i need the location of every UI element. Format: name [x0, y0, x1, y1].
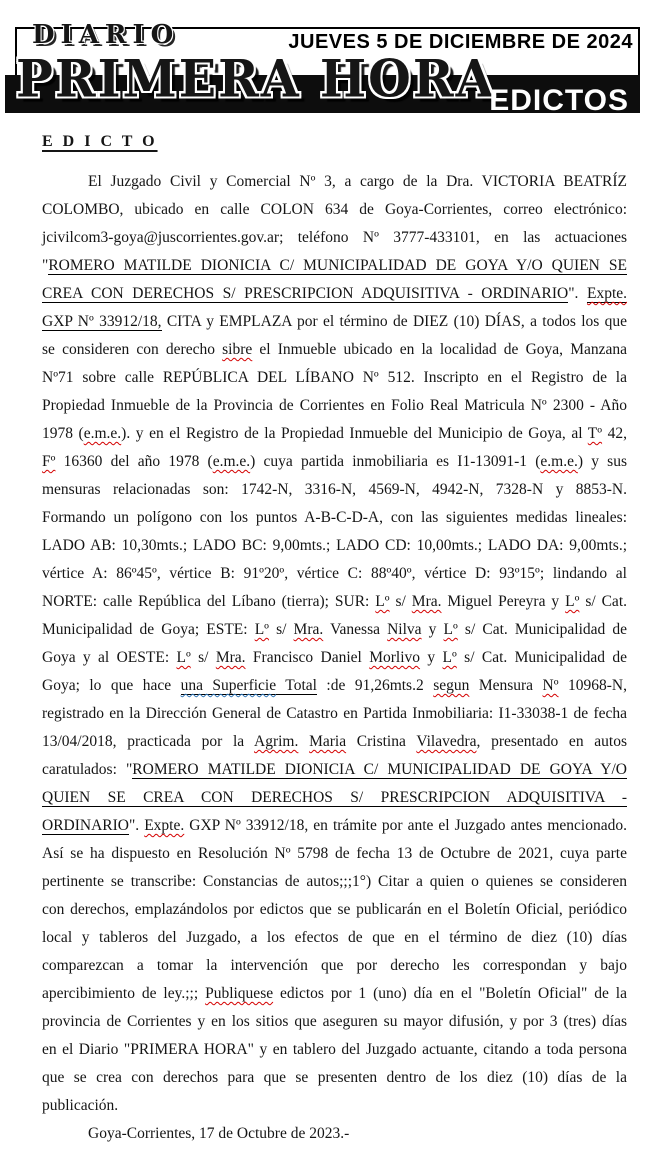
text-segment: ). y en el Registro de la Propiedad Inmueble del Municipio de Goya, al [121, 425, 588, 442]
text-segment [298, 733, 309, 750]
text-segment: Maria [309, 733, 347, 750]
text-segment: s/ [389, 593, 412, 610]
text-segment: Tº [587, 425, 603, 442]
text-segment: el Inmueble ubicado en la localidad de Goya, Manzana Nº71 sobre calle REPÚBLICA DEL LÍBANO Nº 512. Inscripto en el Registro de la Propiedad Inmueble de la Provincia de Corrientes en Folio Real Matricula Nº 2300 - Año 1978 ( [42, 341, 627, 442]
text-segment: Vanessa [323, 621, 388, 638]
text-segment: ROMERO MATILDE DIONICIA C/ MUNICIPALIDAD DE GOYA Y/O QUIEN SE CREA CON DERECHOS S/ PRESCRIPCION ADQUISITIVA - ORDINARIO [42, 761, 627, 834]
text-segment: Agrim. [254, 733, 299, 750]
text-segment: s/ Cat. Municipalidad de Goya y al OESTE: [42, 621, 627, 666]
text-segment: Expte. [144, 817, 185, 834]
text-segment: e.m.e. [212, 453, 251, 470]
text-segment: s/ [190, 649, 216, 666]
edict-heading: E D I C T O [42, 133, 158, 150]
edict-body [42, 168, 627, 1120]
text-segment: El Juzgado Civil y Comercial Nº 3, a cargo de la Dra. VICTORIA BEATRÍZ COLOMBO, ubicado en calle COLON 634 de Goya-Corrientes, correo electrónico: jcivilcom3-goya@juscorrientes.gov.ar; teléfono Nº 3777-433101, en las actuaciones " [42, 173, 627, 274]
text-segment: 42, [602, 425, 627, 442]
text-segment: Mensura [469, 677, 543, 694]
edict-closing-dateline: Goya-Corrientes, 17 de Octubre de 2023.- [88, 1125, 350, 1142]
text-segment: Lº [442, 649, 457, 666]
text-segment: ". [568, 285, 587, 302]
text-segment: s/ [268, 621, 294, 638]
text-segment: Lº [176, 649, 191, 666]
masthead-date: JUEVES 5 DE DICIEMBRE DE 2024 [288, 31, 633, 53]
text-segment: Cristina [346, 733, 417, 750]
newspaper-brand-primera-hora: PRIMERA HORA [16, 48, 496, 109]
text-segment: Fº [42, 453, 56, 470]
text-segment: CITA y EMPLAZA por el término de DIEZ (10) DÍAS, a todos los que se consideren con derecho [42, 313, 627, 358]
text-segment: segun [433, 677, 470, 694]
text-segment: Total [276, 677, 317, 694]
text-segment: :de 91,26mts.2 [316, 677, 434, 694]
text-segment: Vilavedra [416, 733, 477, 750]
text-segment: ". [128, 817, 145, 834]
text-segment: y [421, 621, 444, 638]
text-segment: Mra. [293, 621, 324, 638]
text-segment: Miguel Pereyra y [441, 593, 566, 610]
text-segment: Lº [254, 621, 269, 638]
text-segment: Morlivo [369, 649, 421, 666]
section-label-edictos: EDICTOS [489, 84, 629, 113]
text-segment: , presentado en autos caratulados: " [42, 733, 627, 778]
text-segment: Lº [443, 621, 458, 638]
edict-document [42, 133, 627, 1148]
text-segment: 10968-N, registrado en la Dirección General de Catastro en Partida Inmobiliaria: I1-33038-1 de fecha 13/04/2018, practicada por la [42, 677, 627, 750]
text-segment: s/ Cat. Municipalidad de Goya; lo que hace [42, 649, 628, 694]
text-segment: Nº [542, 677, 559, 694]
text-segment: Mra. [215, 649, 246, 666]
text-segment: Expte. [586, 285, 628, 302]
text-segment: ) cuya partida inmobiliaria es I1-13091-1 ( [250, 453, 541, 470]
text-segment: Francisco Daniel [245, 649, 370, 666]
text-segment: Nilva [387, 621, 422, 638]
text-segment: ROMERO MATILDE DIONICIA C/ MUNICIPALIDAD DE GOYA Y/O QUIEN SE CREA CON DERECHOS S/ PRESCRIPCION ADQUISITIVA - ORDINARIO [42, 257, 627, 302]
text-segment: Lº [375, 593, 390, 610]
text-segment: s/ Cat. Municipalidad de Goya; ESTE: [42, 593, 627, 638]
text-segment: e.m.e. [540, 453, 578, 470]
text-segment: sibre [222, 341, 253, 358]
text-segment: GXP Nº 33912/18, [42, 313, 162, 330]
text-segment: Lº [565, 593, 580, 610]
newspaper-brand-diario: DIARIO [32, 20, 180, 50]
newspaper-masthead [0, 0, 669, 113]
text-segment: e.m.e. [83, 425, 122, 442]
text-segment: una Superficie [180, 677, 277, 694]
text-segment: edictos por 1 (uno) día en el "Boletín Oficial" de la provincia de Corrientes y en los sitios que aseguren su mayor difusión, y por 3 (tres) días en el Diario "PRIMERA HORA" y en tablero del Juzgado actuante, citando a toda persona que se crea con derechos para que se presenten dentro de los diez (10) días de la publicación. [42, 985, 627, 1114]
text-segment: Mra. [411, 593, 442, 610]
text-segment: Publiquese [205, 985, 274, 1002]
text-segment: GXP Nº 33912/18, en trámite por ante el Juzgado antes mencionado. Así se ha dispuesto en Resolución Nº 5798 de fecha 13 de Octubre de 2021, cuya parte pertinente se transcribe: Constancias de autos;;;1°) Citar a quien o quienes se consideren con derechos, emplazándolos por edictos que se publicarán en el Boletín Oficial, periódico local y tableros del Juzgado, a los efectos de que en el término de diez (10) días comparezcan a tomar la intervención que por derecho les correspondan y bajo apercibimiento de ley.;;; [42, 817, 627, 1002]
text-segment: ) y sus mensuras relacionadas son: 1742-N, 3316-N, 4569-N, 4942-N, 7328-N y 8853-N. Formando un polígono con los puntos A-B-C-D-A, con las siguientes medidas lineales: LADO AB: 10,30mts.; LADO BC: 9,00mts.; LADO CD: 10,00mts.; LADO DA: 9,00mts.; vértice A: 86º45º, vértice B: 91º20º, vértice C: 88º40º, vértice D: 93º15º; lindando al NORTE: calle República del Líbano (tierra); SUR: [42, 453, 627, 610]
text-segment: y [420, 649, 443, 666]
text-segment: 16360 del año 1978 ( [55, 453, 213, 470]
